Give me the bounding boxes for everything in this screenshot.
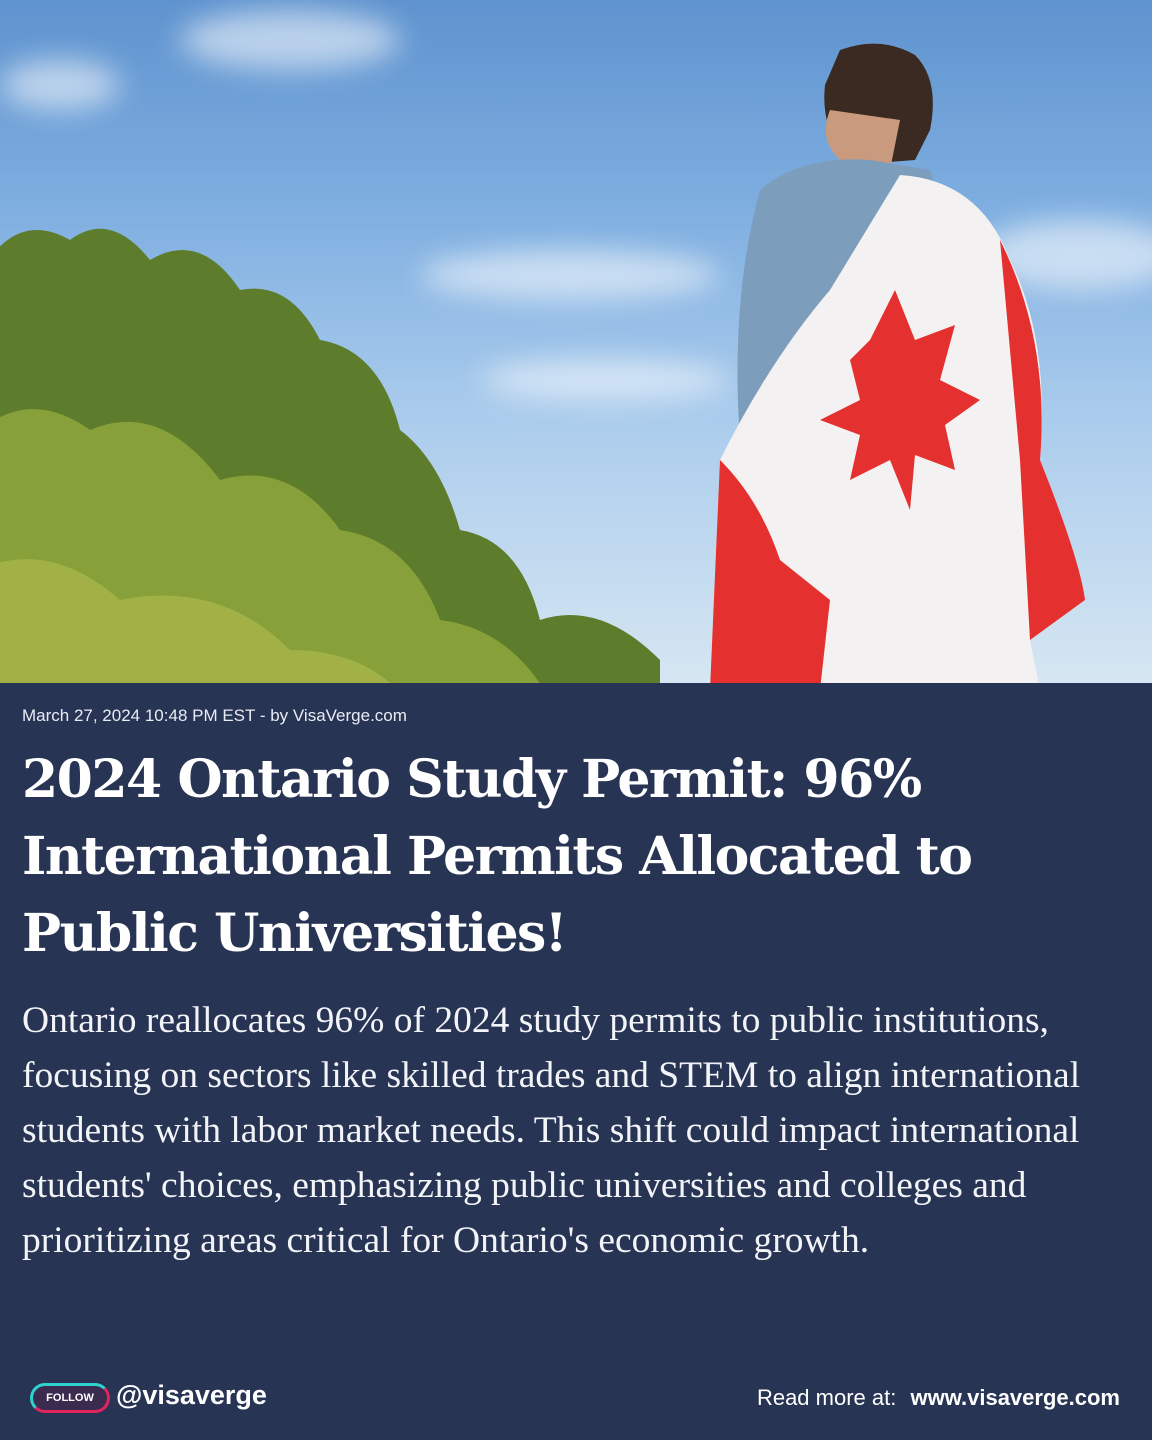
hero-photo xyxy=(0,0,1152,683)
read-more-label: Read more at: xyxy=(756,1385,897,1410)
social-handle[interactable]: @visaverge xyxy=(116,1380,267,1410)
article-title: 2024 Ontario Study Permit: 96% International Permits Allocated to Public Universities! xyxy=(22,749,972,964)
follow-button[interactable]: FOLLOW xyxy=(30,1383,110,1413)
article-meta: March 27, 2024 10:48 PM EST - by VisaVerge.com xyxy=(22,706,407,725)
website-link[interactable]: www.visaverge.com xyxy=(910,1385,1120,1410)
trees-image xyxy=(0,200,660,683)
read-more xyxy=(757,1385,1120,1411)
man-with-flag-image xyxy=(700,40,1100,683)
article-summary: Ontario reallocates 96% of 2024 study permits to public institutions, focusing on sectors like skilled trades and STEM to align international students with labor market needs. This shift could impact international students' choices, emphasizing public universities and colleges and prioritizing areas critical for Ontario's economic growth. xyxy=(22,1000,1081,1261)
article-panel xyxy=(0,683,1152,1440)
